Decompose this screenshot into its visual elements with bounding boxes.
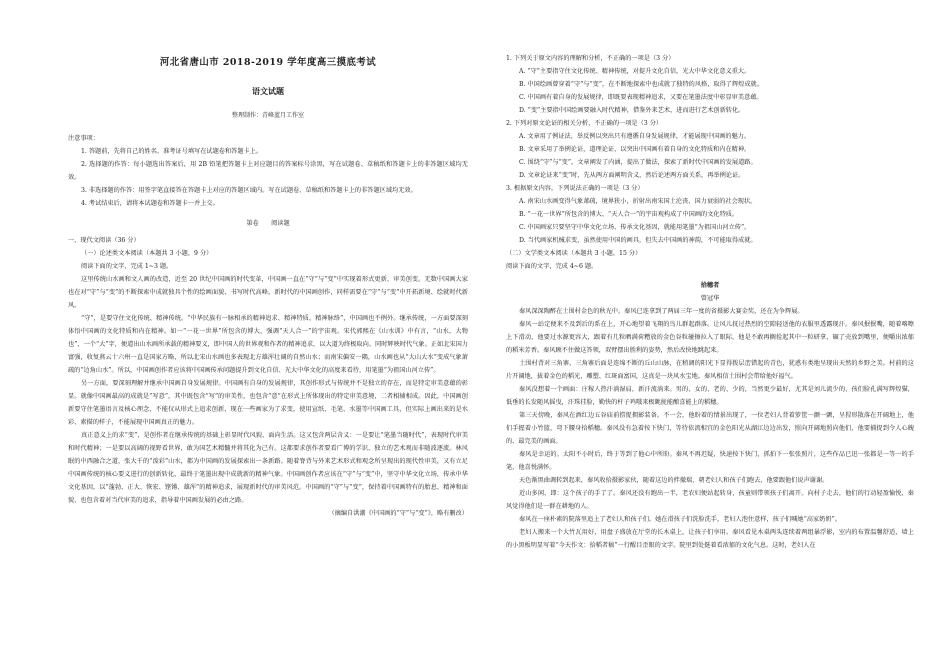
- option-line: C. 围绕“守”与“变”，文章阐发了内涵，提出了做法，探索了新时代中国画的发展道路。: [519, 159, 757, 166]
- story-title: 拾穗者: [700, 282, 720, 289]
- story-paragraph: 近山多闲，即：这个孩子的手了了。秦风还没有跑出一半，老农妇便站起转身，孩童则带领孩子们离开。向村子走去，他们的行动轻盈愉悦，秦风觉得他们是一群在耕地的人。: [506, 490, 914, 510]
- option-line: B. 中国绘画曾穿着“守”与“变”，在不断地探索中也成就了独特的风格，取得了辉煌成就。: [519, 81, 763, 88]
- story-paragraph: 第三天傍晚，秦风在酒红边五谷庙前捞捉拥影装备。不一会，他盼着的情景出现了，一位老妇人背着箩筐一颤一颤，呈猩形散落在开阔地上，他们手握着小竹篮，弯下腰身拾稻穗。秦风没有急着按下快门，等待依流相宜的金色阳光从湖江边边出发，照向开阔地照向他们，他要捕捉到令人心魄的、最完美的画面。: [506, 412, 914, 445]
- reading-instruction: 阅读下面的文字，完成 4~6 题。: [506, 263, 598, 270]
- question-2: 2. 下列对原文论证的相关分析，不正确的一项是（3 分）: [506, 120, 663, 127]
- exam-title: 河北省唐山市 2018-2019 学年度高三摸底考试: [159, 57, 377, 68]
- producer-line: 整理制作：青峰蓝月工作室: [231, 112, 304, 119]
- option-line: A. 南宋山水画变得气象萧疏，境界狭小，折射出南宋国土沦丧、国力衰弱的社会现状。: [519, 198, 757, 205]
- option-line: A. “守”主要指守住文化传统、精神传统，对提升文化自信，光大中华文化意义重大。: [519, 68, 751, 75]
- subject-title: 语文试题: [252, 86, 284, 96]
- notice-heading: 注意事项：: [68, 135, 99, 142]
- right-column: [506, 0, 914, 552]
- source-note: （摘编自洪潮《中国画的“守”与“变”》，略有删改）: [328, 510, 468, 517]
- story-paragraph: 土围村背对三角寨，三角寨后面是连绵不断的丘山山脉，在稍调的阳光下显得拨层峦错起的青色，犹惑有类地呈现出天然的乡野之美。村前的这片开阔地，拔着金色的稻光、雕塑、红斑面富国，这真是一块风水宝地。秦风相信土围村会带给他好福气。: [506, 360, 914, 380]
- passage-paragraph: 真正意义上的求“变”，是创作者在继承传统的基础上彰显时代风貌、面向生活。这又包含两层含义：一是要让“笔墨当随时代”，表现时代审美和时代精神；一是要以高阔的视野看世界，敢为国艺术精髓并将其化为己有。这都要求创作者要看广博的学识、独立的艺术观而非随波逐流。林风眠的中西融合之道，张大千的“泼彩”山水，都为中国画的发展探索出一条新路。随着脊背与外来艺术形式和观念所呈现出的现代性审美，又有立足中国画传统的核心要义进行的创新转化，最终于笔墨出现中成就新的精神气象。中国画创作者应该在“守”与“变”中，坚守中华文化立场，传承中华文化基因，以“蓬勃、正大、恢宏、铿锵、雄浑”的精神追求，展现新时代的审美风范。中国画的“守”与“变”，保持着中国画特有的胎息、精神和面貌，也包含着对当代审美的追求，指导着中国画发展的必由之路。: [68, 432, 468, 504]
- option-line: B. “一花一世界”所包含的博大、“天人合一”的宇宙观构成了中国画的文化特质。: [519, 211, 739, 218]
- story-paragraph: 秦风深深陶醉在土围村金色的秋光中。秦风已连拿到了两届三年一度的省摄影大赛金奖，还在为争辉展。: [519, 308, 804, 315]
- notice-item: 4. 考试结束后，请将本试题卷和答题卡一并上交。: [81, 200, 219, 207]
- option-line: A. 文章用了例证法，举反例以突出只有遵循自身发展规律，才能展现中国画的魅力。: [519, 133, 751, 140]
- passage-paragraph: “守”，是要守住文化传统、精神传统。“中华民族有一脉相承的精神追求、精神特质、精神脉络”，中国画也不例外。继承传统，一方面要深刻体悟中国画的文化特质和内在精神。如一“一花一世界”所包含的博大，强调“天人合一”的宇宙观。宋代郭熙在《山水训》中有言，“山水，大物也”，一个“大”字，便道出山水画所承载的精神要义，即中国人的世界观和作者的精神追求，以大道为终极取向。同时辉映时代气象。正如北宋国力富强，收复燕云十六州一直是国家方略，所以北宋山水画也多表现北方雄浑壮阔的自然山水；而南宋偏安一隅，山水画也从“大山大水”变成气象萧疏的“边角山水”。所以，中国画创作者应该将中国画传承问题提升到文化自信、光大中华文化的高度来看待，用笔墨“为祖国山河立传”。: [68, 315, 468, 374]
- story-paragraph: 老妇人搬来一个大竹瓦用好，用盘子盛放在厅堂的长木桌上，让孩子们享用。秦风看见木桌两头连续着两组暴浮影，室内的布置温馨舒适，墙上的小黑板明显写着“今天作文：拾稻者稿”一行醒目歪眼的文字。院里到处挺着看浓郁的文化气息。这时，老妇人在: [506, 529, 914, 549]
- notice-item: 3. 非选择题的作答：用签字笔直接答在答题卡上对应的答题区域内。写在试题卷、草稿纸和答题卡上的非答题区域均无效。: [81, 187, 417, 194]
- passage-paragraph: 这里传统山水画和文人画的改造，近至 20 世纪中国画的时代变革，中国画一直在“守”与“变”中实现着形式更新、审美创变。无数中国画大家也在对“守”与“变”的不断探索中成就独具个性的绘画面貌、书写时代高峰。新时代的中国画创作，同样需要在“守”与“变”中开拓新境、绘就时代新风。: [68, 276, 468, 309]
- option-line: D. “变”主要指中国绘画要融入时代精神，借鉴外来艺术，进而进行艺术创新转化。: [519, 107, 745, 114]
- story-author: 曾冠华: [700, 295, 720, 302]
- option-line: C. 中国画有着自身的发展规律，即既要表现精神追求，又要在笔墨法度中彰显审美意蕴。: [519, 94, 763, 101]
- option-line: B. 文章采用了举例论证，道理论证，以突出中国画有着自身的文化特质和内在精神。: [519, 146, 751, 153]
- subsection-heading: （一）论述类文本阅读（本题共 3 小题，9 分）: [81, 250, 213, 257]
- notice-item: 1. 答题前，先将自己的姓名、准考证号填写在试题卷和答题卡上。: [81, 148, 263, 155]
- story-paragraph: 秦风是幸运的。太阳不小时后，终于等到了他心中所盼。秦风不再迟疑，快速按下快门，抓拍下一张张照片，这些作品已迅一张都是一等一的手笔，他喜悦满怀。: [506, 451, 914, 471]
- story-paragraph: 秦风没想着一个画面：庄稼人热汗淌湿肩，新汗流淌来。男的、女的、老的、少的，当然更少最好，尤其是刘儿流少的，孩们脸孔满写辉煌猫，低垂的长发随风摇曳，汗珠挂脸，勤快的杆子鸡哦来极眺拢能酿喜能上的稻穗。: [506, 386, 914, 406]
- reading-instruction: 阅读下面的文字，完成 1~3 题。: [81, 263, 173, 270]
- section-heading: （二）文学类文本阅读（本题共 3 小题，15 分）: [506, 250, 642, 257]
- question-1: 1. 下列关于原文内容的理解和分析，不正确的一项是（3 分）: [506, 55, 675, 62]
- notice-item: 2. 选择题的作答：每小题选出答案后，用 2B 铅笔把答题卡上对应题目的答案标号涂黑，写在试题卷、草稿纸和答题卡上的非答题区域均无效。: [68, 161, 468, 181]
- option-line: D. 当代画家机械求变，虽然使用中国的画具，但失去中国画的神韵，不可能取得成就。: [519, 237, 757, 244]
- passage-paragraph: 另一方面，要深刻理解并继承中国画自身发展规律。中国画有自身的发展规律，其创作形式与传统并不是独立的存在，而是特定审美意蕴的彰显。就像中国画最高的成就是“写意”，其中既包含“写”的审美性，也包含“意”在形式上所体现出的特定审美意境，二者相辅相成。因此，中国画创新要守住笔墨语言及核心理念，不能仅从形式上追求创新，现在一些画家为了求变，使用宣纸、毛笔、水墨等中国画工具，但实际上画出来的是水彩、素描的样子，不能展现中国画真正的魅力。: [68, 380, 468, 426]
- option-line: C. 中国画家只要坚守中华文化立场、传承文化基因，就能用笔墨“为祖国山河立传”。: [519, 224, 751, 231]
- story-paragraph: 秦风在一座朴素的院落里追上了老妇人和孩子们。她在滑孩子们洗脸洗手，老妇人泡住意样，孩子们喊她“高家奶奶”。: [519, 516, 841, 523]
- section-heading: 一、现代文阅读（36 分）: [68, 237, 140, 244]
- story-paragraph: 天色渐黑曲调转到起来，秦风收拾摄影家伙，随着这边的拌撤瑞，朝老妇人和孩子们跑去，他要跟他们说声谢谢。: [519, 477, 829, 484]
- question-3: 3. 根据原文内容，下列说法正确的一项是（3 分）: [506, 185, 644, 192]
- part-heading: 第卷 阅读题: [246, 220, 290, 227]
- left-column: [68, 0, 468, 520]
- option-line: D. 文章论证来“变”时，先从两方面阐明含义，然后论述两方面关系，再举例论证。: [519, 172, 745, 179]
- story-paragraph: 秦风一站定便来不及到后的系在上，开心地望着飞翔的鸟儿群起群落。让风儿抚过热烈的空隙轻送他的衣服里透露现汗。秦风抿抿嘴，随着喀嚓上下滑动，他要过水源更容大，跟着有几粒晒满荷糟放的金色谷粒碰擦拉入了眼际，他是不敢再搁捡起其中一粒研拿，碾了壳放到嘴里，便嚼出浓郁的稻米芳香。秦风顾不住做这答领，双臂摆出胜利的姿势，然后改快地跳起来。: [506, 321, 914, 354]
